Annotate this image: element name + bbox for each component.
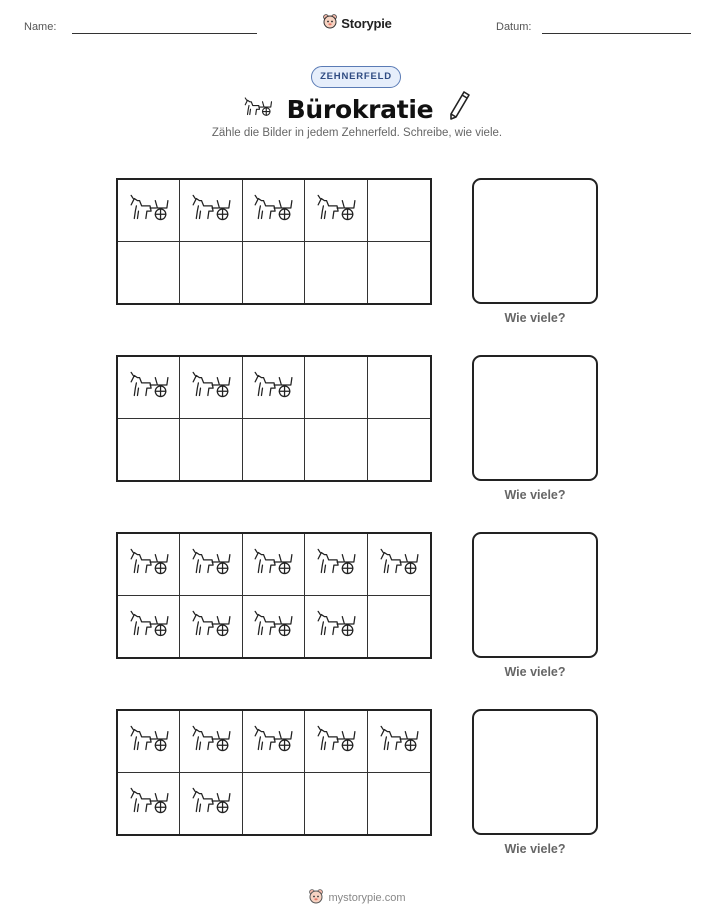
ten-frame-cell	[368, 180, 430, 242]
ten-frame-1	[116, 178, 432, 305]
ten-frame-cell	[305, 419, 367, 481]
horse-carriage-icon	[252, 193, 294, 228]
ten-frame-cell	[243, 242, 305, 304]
ten-frame-4	[116, 709, 432, 836]
ten-frame-cell	[180, 242, 242, 304]
date-label: Datum:	[496, 21, 532, 33]
title-row	[0, 92, 714, 126]
horse-carriage-icon	[252, 724, 294, 759]
ten-frame-cell	[305, 180, 367, 242]
horse-carriage-icon	[128, 724, 170, 759]
answer-box-1[interactable]	[472, 178, 598, 304]
horse-carriage-icon	[252, 370, 294, 405]
horse-carriage-icon	[190, 609, 232, 644]
worksheet-type-badge: ZEHNERFELD	[311, 66, 401, 88]
name-label: Name:	[24, 21, 57, 33]
horse-carriage-icon	[252, 609, 294, 644]
horse-carriage-icon	[243, 96, 273, 123]
horse-carriage-icon	[315, 547, 357, 582]
ten-frame-cell	[305, 357, 367, 419]
ten-frame-cell	[118, 711, 180, 773]
ten-frame-cell	[243, 419, 305, 481]
ten-frame-cell	[118, 419, 180, 481]
horse-carriage-icon	[128, 786, 170, 821]
ten-frame-cell	[118, 357, 180, 419]
horse-carriage-icon	[128, 193, 170, 228]
page-title: Bürokratie	[286, 94, 434, 124]
answer-prompt-2: Wie viele?	[504, 488, 566, 502]
ten-frame-cell	[118, 773, 180, 835]
answer-prompt-1: Wie viele?	[504, 311, 566, 325]
answer-prompt-3: Wie viele?	[504, 665, 566, 679]
ten-frame-cell	[305, 242, 367, 304]
ten-frame-cell	[180, 419, 242, 481]
answer-box-2[interactable]	[472, 355, 598, 481]
ten-frame-cell	[368, 596, 430, 658]
horse-carriage-icon	[315, 609, 357, 644]
brand-name: Storypie	[341, 16, 392, 31]
horse-carriage-icon	[315, 193, 357, 228]
footer-url[interactable]: mystorypie.com	[328, 891, 406, 904]
horse-carriage-icon	[252, 547, 294, 582]
horse-carriage-icon	[315, 724, 357, 759]
ten-frame-cell	[243, 180, 305, 242]
storypie-logo-icon	[322, 13, 338, 34]
ten-frame-2	[116, 355, 432, 482]
instructions: Zähle die Bilder in jedem Zehnerfeld. Schreibe, wie viele.	[211, 127, 503, 139]
ten-frame-cell	[180, 534, 242, 596]
ten-frame-cell	[180, 711, 242, 773]
ten-frame-cell	[118, 596, 180, 658]
ten-frame-cell	[305, 534, 367, 596]
ten-frame-3	[116, 532, 432, 659]
answer-box-3[interactable]	[472, 532, 598, 658]
ten-frame-cell	[118, 242, 180, 304]
horse-carriage-icon	[128, 370, 170, 405]
horse-carriage-icon	[190, 724, 232, 759]
ten-frame-cell	[243, 357, 305, 419]
ten-frame-cell	[180, 357, 242, 419]
pencil-icon	[447, 90, 471, 129]
ten-frame-cell	[305, 711, 367, 773]
ten-frame-cell	[368, 242, 430, 304]
horse-carriage-icon	[190, 370, 232, 405]
ten-frame-cell	[368, 419, 430, 481]
ten-frame-cell	[305, 773, 367, 835]
answer-prompt-4: Wie viele?	[504, 842, 566, 856]
ten-frame-cell	[368, 773, 430, 835]
footer	[0, 888, 714, 909]
storypie-logo-icon	[308, 888, 324, 907]
ten-frame-cell	[243, 596, 305, 658]
ten-frame-cell	[243, 711, 305, 773]
horse-carriage-icon	[128, 547, 170, 582]
ten-frame-cell	[243, 773, 305, 835]
brand	[0, 13, 714, 34]
ten-frame-cell	[368, 711, 430, 773]
horse-carriage-icon	[190, 547, 232, 582]
ten-frame-cell	[243, 534, 305, 596]
horse-carriage-icon	[190, 786, 232, 821]
ten-frame-cell	[118, 180, 180, 242]
horse-carriage-icon	[378, 724, 420, 759]
answer-box-4[interactable]	[472, 709, 598, 835]
date-line[interactable]	[542, 33, 691, 34]
ten-frame-cell	[180, 773, 242, 835]
ten-frame-cell	[180, 180, 242, 242]
ten-frame-cell	[368, 534, 430, 596]
ten-frame-cell	[118, 534, 180, 596]
ten-frame-cell	[368, 357, 430, 419]
ten-frame-cell	[305, 596, 367, 658]
ten-frame-cell	[180, 596, 242, 658]
horse-carriage-icon	[128, 609, 170, 644]
horse-carriage-icon	[378, 547, 420, 582]
horse-carriage-icon	[190, 193, 232, 228]
